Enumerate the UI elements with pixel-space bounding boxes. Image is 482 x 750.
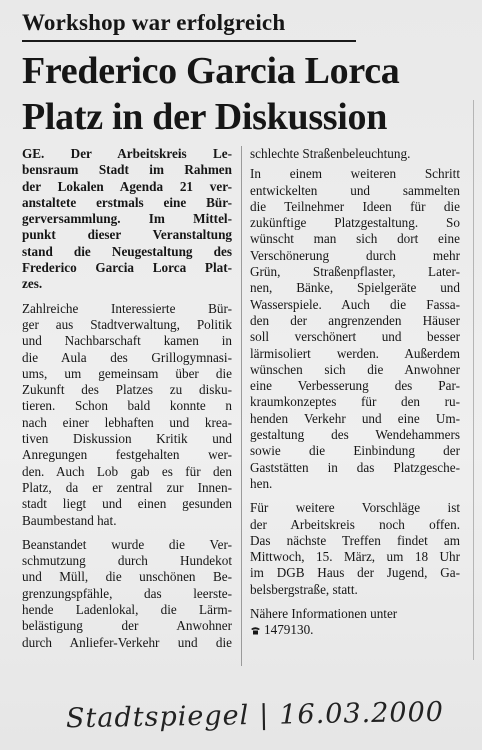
text-line: nen, Bänke, Spielgeräte und <box>250 280 460 296</box>
article-kicker: Workshop war erfolgreich <box>22 10 286 35</box>
lead-paragraph <box>22 146 232 293</box>
text-line: Anregungen festgehalten wer- <box>22 447 232 463</box>
text-line: stand die Neugestaltung des <box>22 243 232 259</box>
text-line: soll verschönert und besser <box>250 329 460 345</box>
text-line: punkt dieser Veranstaltung <box>22 227 232 243</box>
text-line: die Teilnehmer Ideen für die <box>250 198 460 214</box>
text-line: nach einer lebhaften und krea- <box>22 414 232 430</box>
text-line: zukünftige Platzgestaltung. So <box>250 215 460 231</box>
text-line: der Arbeitskreis noch offen. <box>250 516 460 532</box>
article-headline <box>22 48 472 140</box>
text-line: stadt liegt und einen gesunden <box>22 496 232 512</box>
clipping-edge-rule <box>473 100 474 660</box>
text-line: im DGB Haus der Jugend, Ga- <box>250 565 460 581</box>
handwritten-date: 16.03.2000 <box>279 696 445 731</box>
handwritten-source: Stadtspiegel <box>65 700 250 735</box>
left-column <box>22 146 232 651</box>
text-line: Beanstandet wurde die Ver- <box>22 536 232 552</box>
text-line: Baumbestand hat. <box>22 512 117 528</box>
text-line: der Lokalen Agenda 21 ver- <box>22 178 232 194</box>
text-line: Grün, Straßenpflaster, Later- <box>250 264 460 280</box>
text-line: bensraum Stadt im Rahmen <box>22 162 232 178</box>
body-paragraph <box>22 537 232 651</box>
text-line: durch Anliefer-Verkehr und die <box>22 634 232 650</box>
body-paragraph <box>22 301 232 529</box>
phone-number: 1479130. <box>264 622 314 638</box>
text-line: GE. Der Arbeitskreis Le- <box>22 146 232 161</box>
body-paragraph <box>250 146 460 162</box>
text-line: anstaltete erstmals eine Bür- <box>22 194 232 210</box>
text-line: schlechte Straßenbeleuchtung. <box>250 146 411 161</box>
kicker-underline <box>22 40 356 42</box>
text-line: ums, um gemeinsam über die <box>22 365 232 381</box>
headline-line: Frederico Garcia Lorca <box>22 50 400 92</box>
text-line: sowie die Einbindung der <box>250 443 460 459</box>
text-line: Verschönerung durch mehr <box>250 247 460 263</box>
text-line: tieren. Schon bald konnte n <box>22 398 232 414</box>
text-line: Mittwoch, 15. März, um 18 Uhr <box>250 549 460 565</box>
text-line: den der angrenzenden Häuser <box>250 312 460 328</box>
text-line: lärmisoliert werden. Außerdem <box>250 345 460 361</box>
text-line: Das nächste Treffen findet am <box>250 532 460 548</box>
text-line: hende Ladenlokal, die Lärm- <box>22 602 232 618</box>
column-divider <box>241 146 242 666</box>
contact-line: Nähere Informationen unter <box>250 606 398 622</box>
text-line: kraumkonzeptes für den ru- <box>250 394 460 410</box>
text-line: Gaststätten in das Platzgesche- <box>250 459 460 475</box>
body-paragraph <box>250 500 460 598</box>
contact-paragraph <box>250 606 460 639</box>
text-line: grenzungspfähle, das leerste- <box>22 585 232 601</box>
text-line: Wasserspiele. Auch die Fassa- <box>250 296 460 312</box>
text-line: eine Verbesserung des Par- <box>250 378 460 394</box>
text-line: die Aula des Grillogymnasi- <box>22 349 232 365</box>
text-line: den. Auch Lob gab es für den <box>22 463 232 479</box>
handwritten-separator: | <box>258 699 270 731</box>
text-line: henden Verkehr und eine Um- <box>250 410 460 426</box>
text-line: gerversammlung. Im Mittel- <box>22 211 232 227</box>
text-line: zes. <box>22 276 43 292</box>
right-column <box>250 146 460 639</box>
phone-icon <box>250 626 261 635</box>
text-line: schmutzung durch Hundekot <box>22 553 232 569</box>
text-line: wünscht man sich dort eine <box>250 231 460 247</box>
text-line: und Nachbarschaft kamen in <box>22 333 232 349</box>
text-line: hen. <box>250 475 273 491</box>
text-line: tiven Diskussion Kritik und <box>22 431 232 447</box>
text-line: gestaltung des Wendehammers <box>250 427 460 443</box>
text-line: wünschen sich die Anwohner <box>250 361 460 377</box>
body-paragraph <box>250 166 460 492</box>
text-line: ger aus Stadtverwaltung, Politik <box>22 316 232 332</box>
text-line: und Müll, die unschönen Be- <box>22 569 232 585</box>
text-line: entwickelten und sammelten <box>250 182 460 198</box>
text-line: In einem weiteren Schritt <box>250 166 460 182</box>
text-line: belsbergstraße, statt. <box>250 581 358 597</box>
text-line: Platz, da er zentral zur Innen- <box>22 479 232 495</box>
text-line: belästigung der Anwohner <box>22 618 232 634</box>
headline-line: Platz in der Diskussion <box>22 96 388 138</box>
text-line: Frederico Garcia Lorca Plat- <box>22 260 232 276</box>
text-line: Zukunft des Platzes zu disku- <box>22 382 232 398</box>
phone-line <box>250 622 460 638</box>
text-line: Für weitere Vorschläge ist <box>250 500 460 516</box>
text-line: Zahlreiche Interessierte Bür- <box>22 300 232 316</box>
handwritten-source-note <box>66 697 444 735</box>
